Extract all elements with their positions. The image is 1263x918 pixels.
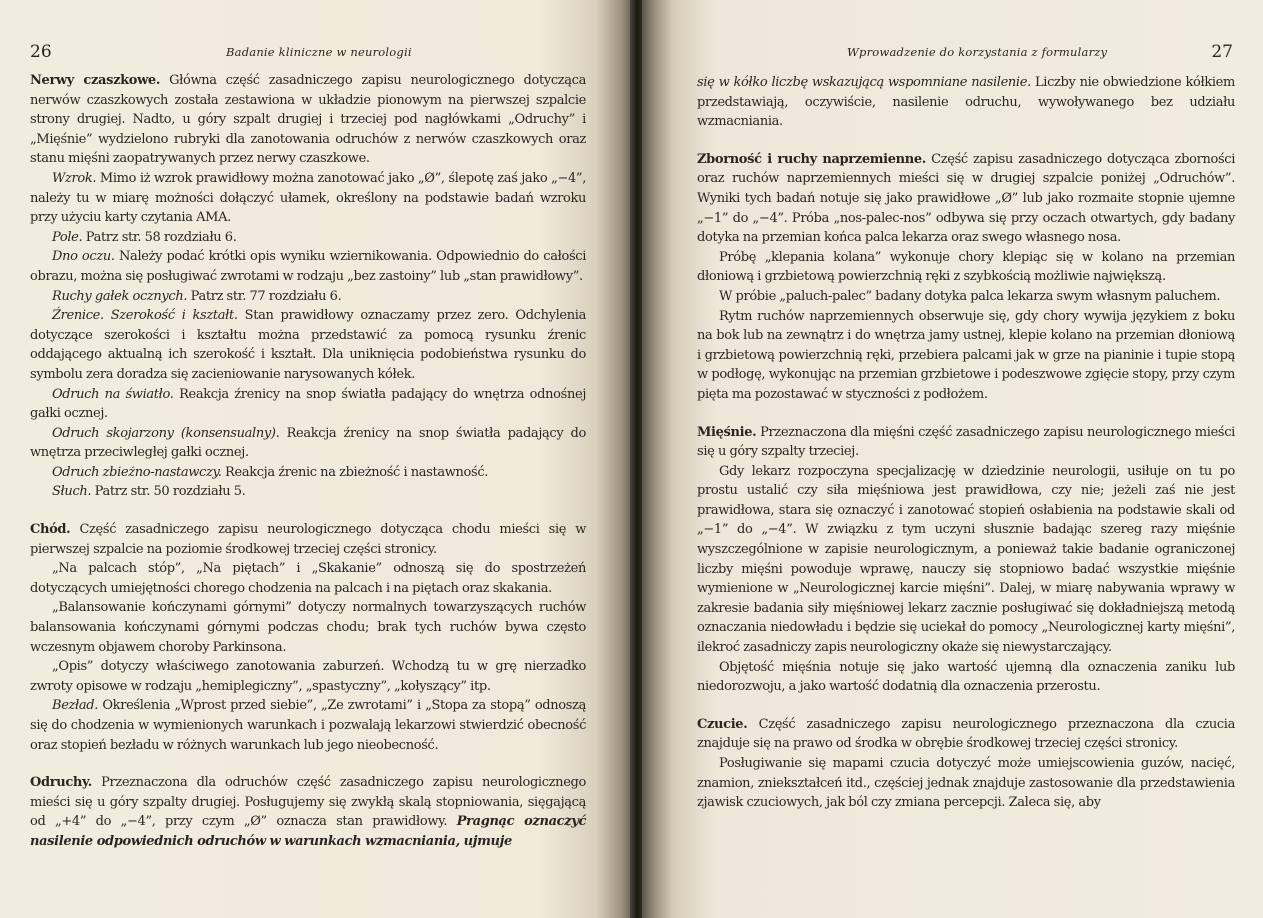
section-miesnie	[697, 423, 1235, 462]
entry-text: Stan prawidłowy oznaczamy przez zero. Odchylenia dotyczące szerokości i kształtu można przedstawić za pomocą rysunku źrenic oddającego aktualną ich szerokość i kształt. Dla uniknięcia podobieństwa rysunku do symbolu zera doradza się zacieniowanie narysowanych kółek.	[30, 308, 587, 382]
paragraph-text: Główna część zasadniczego zapisu neurologicznego dotycząca nerwów czaszkowych została zestawiona w układzie pionowym na pierwszej szpalcie strony drugiej. Nadto, u góry szpalt drugiej i trzeciej pod nagłówkami „Odruchy” i „Mięśnie” wydzielono rubryki dla zanotowania odruchów z nerwów czaszkowych oraz stanu mięśni zaopatrywanych przez nerwy czaszkowe.	[30, 73, 587, 167]
entry-odruch-skojarzony	[30, 424, 586, 463]
paragraph: Rytm ruchów naprzemiennych obserwuje się, gdy chory wywija językiem z boku na bok lub na zewnątrz i do wnętrza jamy ustnej, klepie kolano na przemian dłoniową i grzbietową powierzchnią ręki, przebiera palcami jak w grze na pianinie i tupie stopą w podłogę, wykonując na przemian grzbietowe i podeszwowe zgięcie stopy, przy czym pięta ma pozostawać w styczności z podłożem.	[697, 308, 1235, 402]
paragraph: „Balansowanie kończynami górnymi” dotyczy normalnych towarzyszących ruchów balansowania kończynami górnymi podczas chodu; brak tych ruchów bywa często wczesnym objawem choroby Parkinsona.	[30, 600, 586, 655]
entry-text: Mimo iż wzrok prawidłowy można zanotować jako „Ø”, ślepotę zaś jako „−4”, należy tu w miarę możności dołączyć ułamek, określony na podstawie badań wzroku przy użyciu karty czytania AMA.	[30, 170, 586, 226]
paragraph-italic-text: Pragnąc oznaczyć nasilenie odpowiednich odruchów w warunkach wzmacniania, ujmuje	[30, 814, 587, 849]
entry-bezlad	[30, 696, 586, 755]
entry-dno-oczu	[30, 247, 586, 286]
paragraph-text: Część zasadniczego zapisu neurologicznego dotycząca chodu mieści się w pierwszej szpalcie na poziomie środkowej trzeciej części stronicy.	[30, 522, 586, 557]
entry-label: Źrenice. Szerokość i kształt.	[52, 308, 238, 324]
section-heading: Mięśnie.	[697, 424, 757, 440]
paragraph: Posługiwanie się mapami czucia dotyczyć może umiejscowienia guzów, nacięć, znamion, zniekształceń itd., częściej jednak znajduje zastosowanie dla przedstawienia zjawisk czuciowych, jak ból czy zmiana percepcji. Zaleca się, aby	[697, 756, 1235, 811]
paragraph-text: Część zasadniczego zapisu neurologicznego przeznaczona dla czucia znajduje się na prawo od środka w obrębie środkowej trzeciej części stronicy.	[697, 716, 1235, 752]
paragraph: Gdy lekarz rozpoczyna specjalizację w dziedzinie neurologii, usiłuje on tu po prostu ustalić czy siła mięśniowa jest prawidłowa, czy nie; jeżeli zaś nie jest prawidłowa, stara się oznaczyć i zanotować stopień osłabienia na podstawie skali od „−1” do „−4”. W związku z tym uczyni słusznie badając szereg razy mięśnie wyszczególnione w zapisie neurologicznym, a ponieważ takie badanie ograniczonej liczby mięśni powoduje wprawę, nauczy się stopniowo badać wszystkie mięśnie wymienione w „Neurologicznej karcie mięśni”. Dalej, w miarę nabywania wprawy w zakresie badania siły mięśniowej lekarz zacznie posługiwać się dokładniejszą metodą oznaczania niedowładu i będzie się uciekał do pomocy „Neurologicznej karty mięśni”, ilekroć zasadniczy zapis neurologiczny okaże się niewystarczający.	[697, 463, 1235, 656]
entry-sluch	[30, 482, 586, 502]
entry-odruch-na-swiatlo	[30, 385, 586, 424]
entry-text: Określenia „Wprost przed siebie”, „Ze zwrotami” i „Stopa za stopą” odnoszą się do chodzenia w wymienionych warunkach i pozwalają lekarzowi stwierdzić obecność oraz stopień bezładu w różnych warunkach lub jego nieobecność.	[30, 698, 587, 753]
section-odruchy	[30, 773, 586, 851]
entry-label: Ruchy gałek ocznych.	[52, 288, 188, 304]
entry-label: Odruch skojarzony (konsensualny).	[52, 425, 280, 441]
paragraph-text: Przeznaczona dla odruchów część zasadniczego zapisu neurologicznego mieści się u góry szpalty drugiej. Posługujemy się zwykłą skalą stopniowania, sięgającą od „+4” do „−4”, przy czym „Ø” oznacza stan prawidłowy.	[30, 775, 586, 830]
section-zbornosc	[697, 150, 1235, 248]
section-nerwy-czaszkowe	[30, 71, 586, 169]
entry-label: Dno oczu.	[52, 249, 115, 265]
entry-label: Pole.	[52, 229, 83, 245]
entry-label: Odruch zbieżno-nastawczy.	[52, 464, 222, 480]
left-page-body	[30, 71, 586, 852]
paragraph-text: Przeznaczona dla mięśni część zasadniczego zapisu neurologicznego mieści się u góry szpalty trzeciej.	[697, 424, 1235, 460]
entry-label: Słuch.	[52, 484, 92, 500]
section-heading: Chód.	[30, 522, 71, 538]
left-page-header	[30, 42, 586, 62]
paragraph: Objętość mięśnia notuje się jako wartość ujemną dla oznaczenia zaniku lub niedorozwoju, a jako wartość dodatnią dla oznaczenia przerostu.	[697, 659, 1235, 695]
entry-text: Należy podać krótki opis wyniku wziernikowania. Odpowiednio do całości obrazu, można się posługiwać zwrotami w rodzaju „bez zastoiny” lub „stan prawidłowy”.	[30, 249, 587, 284]
entry-label: Wzrok.	[52, 170, 97, 186]
right-page-header	[697, 42, 1233, 62]
entry-label: Odruch na światło.	[52, 386, 174, 402]
entry-text: Reakcja źrenicy na snop światła padający do wnętrza przeciwległej gałki ocznej.	[30, 425, 587, 461]
right-page	[642, 0, 1263, 918]
page-number: 26	[30, 42, 52, 62]
paragraph: W próbie „paluch-palec” badany dotyka palca lekarza swym własnym paluchem.	[719, 288, 1221, 304]
page-number: 27	[1211, 42, 1233, 62]
paragraph-text: Liczby nie obwiedzione kółkiem przedstawiają, oczywiście, nasilenie odruchu, wywoływanego bez udziału wzmacniania.	[697, 75, 1235, 130]
section-heading: Odruchy.	[30, 775, 92, 791]
entry-label: Bezład.	[52, 698, 99, 714]
section-chod	[30, 520, 586, 559]
section-czucie	[697, 715, 1235, 754]
running-title: Badanie kliniczne w neurologii	[226, 45, 412, 59]
entry-text: Patrz str. 77 rozdziału 6.	[190, 288, 342, 304]
entry-text: Reakcja źrenic na zbieżność i nastawność.	[225, 464, 489, 480]
entry-wzrok	[30, 169, 586, 228]
right-page-body	[697, 73, 1235, 813]
entry-pole	[30, 228, 586, 248]
entry-ruchy-galek	[30, 287, 586, 307]
entry-zrenice	[30, 306, 586, 384]
entry-odruch-zbiezno	[30, 463, 586, 483]
paragraph: Próbę „klepania kolana” wykonuje chory klepiąc się w kolano na przemian dłoniową i grzbietową powierzchnią ręki z szybkością możliwie największą.	[697, 249, 1235, 285]
section-heading: Czucie.	[697, 716, 748, 732]
paragraph-text: Część zapisu zasadniczego dotycząca zborności oraz ruchów naprzemiennych mieści się w drugiej szpalcie poniżej „Odruchów”. Wyniki tych badań notuje się jako prawidłowe „Ø” lub jako rozmaite stopnie ujemne „−1” do „−4”. Próba „nos-palec-nos” odbywa się przy oczach otwartych, gdy badany dotyka na przemian końca palca lekarza oraz swego własnego nosa.	[697, 151, 1235, 246]
running-title: Wprowadzenie do korzystania z formularzy	[847, 45, 1108, 59]
entry-text: Patrz str. 50 rozdziału 5.	[94, 484, 246, 500]
section-heading: Zborność i ruchy naprzemienne.	[697, 151, 926, 167]
section-heading: Nerwy czaszkowe.	[30, 73, 161, 88]
continued-paragraph	[697, 73, 1235, 132]
entry-text: Patrz str. 58 rozdziału 6.	[85, 229, 237, 245]
entry-text: Reakcja źrenicy na snop światła padający do wnętrza odnośnej gałki ocznej.	[30, 386, 586, 422]
paragraph: „Na palcach stóp”, „Na piętach” i „Skakanie” odnoszą się do spostrzeżeń dotyczących umiejętności chorego chodzenia na palcach i na piętach oraz skakania.	[30, 561, 586, 596]
paragraph-italic-text: się w kółko liczbę wskazującą wspomniane nasilenie.	[697, 75, 1031, 90]
paragraph: „Opis” dotyczy właściwego zanotowania zaburzeń. Wchodzą tu w grę nierzadko zwroty opisowe w rodzaju „hemiplegiczny”, „spastyczny”, „kołyszący” itp.	[30, 659, 586, 694]
